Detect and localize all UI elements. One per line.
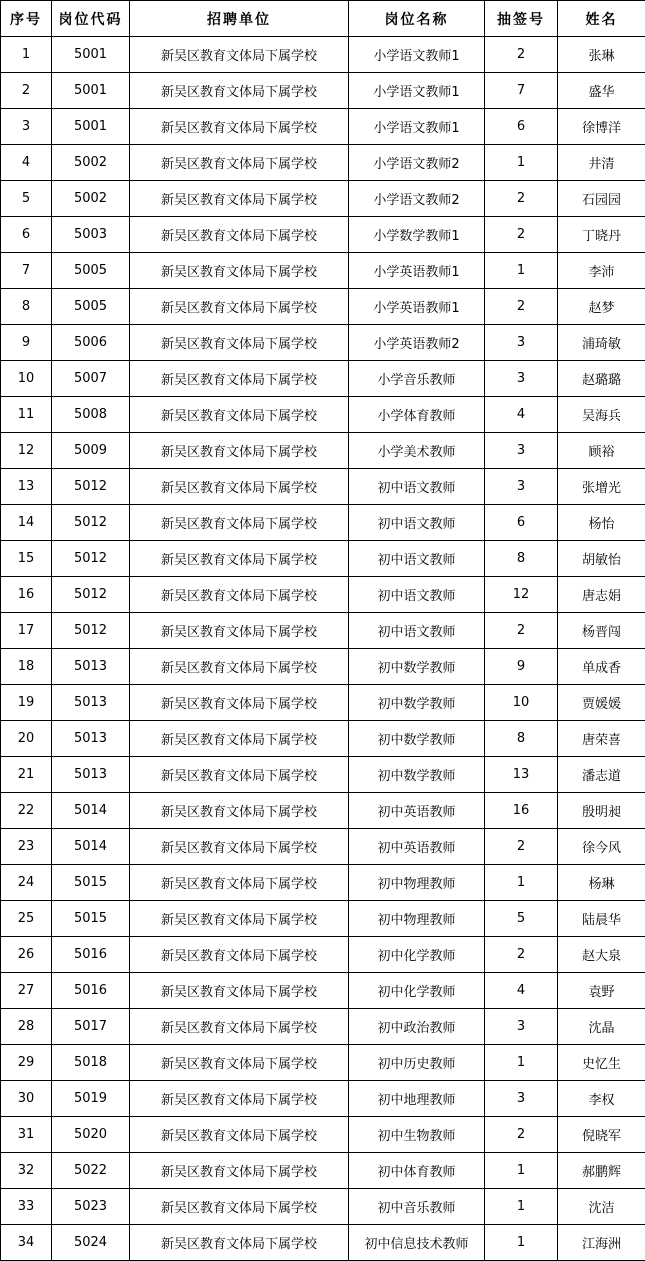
table-row: [1, 685, 645, 721]
cell-employer: 新吴区教育文体局下属学校: [130, 1117, 349, 1153]
table-row: [1, 181, 645, 217]
table-row: [1, 253, 645, 289]
cell-position-name: 初中化学教师: [349, 973, 485, 1009]
cell-serial-number: 10: [1, 361, 52, 397]
table-row: [1, 865, 645, 901]
cell-position-code: 5013: [52, 685, 130, 721]
header-serial-number: 序号: [1, 1, 52, 37]
cell-employer: 新吴区教育文体局下属学校: [130, 901, 349, 937]
cell-position-name: 初中语文教师: [349, 577, 485, 613]
cell-name: 张琳: [558, 37, 645, 73]
cell-name: 潘志道: [558, 757, 645, 793]
cell-name: 贾媛媛: [558, 685, 645, 721]
cell-lottery-number: 1: [485, 253, 558, 289]
table-row: [1, 1009, 645, 1045]
cell-name: 丁晓丹: [558, 217, 645, 253]
cell-position-name: 小学音乐教师: [349, 361, 485, 397]
cell-employer: 新吴区教育文体局下属学校: [130, 937, 349, 973]
cell-position-name: 小学美术教师: [349, 433, 485, 469]
cell-name: 倪晓军: [558, 1117, 645, 1153]
cell-position-code: 5007: [52, 361, 130, 397]
cell-serial-number: 25: [1, 901, 52, 937]
cell-position-code: 5020: [52, 1117, 130, 1153]
cell-employer: 新吴区教育文体局下属学校: [130, 577, 349, 613]
cell-lottery-number: 2: [485, 1117, 558, 1153]
cell-lottery-number: 3: [485, 325, 558, 361]
cell-serial-number: 7: [1, 253, 52, 289]
table-row: [1, 325, 645, 361]
cell-position-name: 初中语文教师: [349, 541, 485, 577]
cell-lottery-number: 1: [485, 145, 558, 181]
cell-employer: 新吴区教育文体局下属学校: [130, 217, 349, 253]
cell-position-name: 小学语文教师2: [349, 145, 485, 181]
header-employer: 招聘单位: [130, 1, 349, 37]
header-lottery-number: 抽签号: [485, 1, 558, 37]
cell-serial-number: 24: [1, 865, 52, 901]
cell-serial-number: 28: [1, 1009, 52, 1045]
table-row: [1, 37, 645, 73]
cell-name: 赵梦: [558, 289, 645, 325]
table-row: [1, 289, 645, 325]
cell-position-name: 初中数学教师: [349, 649, 485, 685]
cell-name: 盛华: [558, 73, 645, 109]
cell-position-code: 5001: [52, 109, 130, 145]
cell-name: 殷明昶: [558, 793, 645, 829]
cell-lottery-number: 2: [485, 613, 558, 649]
cell-position-code: 5016: [52, 937, 130, 973]
cell-position-name: 初中语文教师: [349, 613, 485, 649]
cell-employer: 新吴区教育文体局下属学校: [130, 649, 349, 685]
cell-position-name: 小学数学教师1: [349, 217, 485, 253]
cell-serial-number: 29: [1, 1045, 52, 1081]
header-name: 姓名: [558, 1, 645, 37]
cell-lottery-number: 4: [485, 397, 558, 433]
cell-lottery-number: 4: [485, 973, 558, 1009]
cell-position-name: 小学英语教师2: [349, 325, 485, 361]
cell-name: 徐今风: [558, 829, 645, 865]
cell-name: 沈洁: [558, 1189, 645, 1225]
cell-lottery-number: 6: [485, 505, 558, 541]
cell-position-code: 5024: [52, 1225, 130, 1261]
table-row: [1, 901, 645, 937]
cell-serial-number: 9: [1, 325, 52, 361]
cell-position-code: 5022: [52, 1153, 130, 1189]
cell-position-name: 初中音乐教师: [349, 1189, 485, 1225]
cell-serial-number: 6: [1, 217, 52, 253]
table-row: [1, 721, 645, 757]
cell-position-code: 5015: [52, 901, 130, 937]
cell-serial-number: 33: [1, 1189, 52, 1225]
cell-name: 顾裕: [558, 433, 645, 469]
cell-name: 李沛: [558, 253, 645, 289]
table-header: [1, 1, 645, 37]
cell-serial-number: 13: [1, 469, 52, 505]
cell-employer: 新吴区教育文体局下属学校: [130, 865, 349, 901]
table-row: [1, 469, 645, 505]
cell-position-code: 5012: [52, 505, 130, 541]
cell-lottery-number: 9: [485, 649, 558, 685]
cell-employer: 新吴区教育文体局下属学校: [130, 829, 349, 865]
table-row: [1, 973, 645, 1009]
cell-name: 李权: [558, 1081, 645, 1117]
cell-serial-number: 30: [1, 1081, 52, 1117]
cell-position-name: 小学语文教师2: [349, 181, 485, 217]
cell-employer: 新吴区教育文体局下属学校: [130, 793, 349, 829]
cell-lottery-number: 1: [485, 1189, 558, 1225]
cell-employer: 新吴区教育文体局下属学校: [130, 757, 349, 793]
cell-employer: 新吴区教育文体局下属学校: [130, 1153, 349, 1189]
cell-position-code: 5018: [52, 1045, 130, 1081]
header-position-name: 岗位名称: [349, 1, 485, 37]
table-body: [1, 37, 645, 1261]
cell-lottery-number: 2: [485, 37, 558, 73]
cell-employer: 新吴区教育文体局下属学校: [130, 1225, 349, 1261]
cell-name: 江海洲: [558, 1225, 645, 1261]
cell-position-name: 初中语文教师: [349, 505, 485, 541]
table-row: [1, 793, 645, 829]
cell-position-code: 5003: [52, 217, 130, 253]
cell-lottery-number: 3: [485, 1081, 558, 1117]
header-row: [1, 1, 645, 37]
cell-position-code: 5019: [52, 1081, 130, 1117]
cell-position-code: 5009: [52, 433, 130, 469]
cell-position-name: 初中政治教师: [349, 1009, 485, 1045]
cell-position-code: 5017: [52, 1009, 130, 1045]
cell-serial-number: 19: [1, 685, 52, 721]
cell-position-name: 小学体育教师: [349, 397, 485, 433]
cell-position-name: 初中物理教师: [349, 865, 485, 901]
cell-lottery-number: 2: [485, 829, 558, 865]
cell-lottery-number: 2: [485, 181, 558, 217]
cell-position-name: 初中数学教师: [349, 721, 485, 757]
cell-employer: 新吴区教育文体局下属学校: [130, 1045, 349, 1081]
table-row: [1, 577, 645, 613]
cell-name: 唐志娟: [558, 577, 645, 613]
cell-name: 张增光: [558, 469, 645, 505]
table-row: [1, 433, 645, 469]
cell-employer: 新吴区教育文体局下属学校: [130, 361, 349, 397]
cell-name: 吴海兵: [558, 397, 645, 433]
cell-serial-number: 4: [1, 145, 52, 181]
cell-position-code: 5014: [52, 829, 130, 865]
cell-lottery-number: 8: [485, 721, 558, 757]
cell-name: 赵大泉: [558, 937, 645, 973]
cell-position-name: 初中化学教师: [349, 937, 485, 973]
table-row: [1, 73, 645, 109]
cell-position-code: 5008: [52, 397, 130, 433]
cell-serial-number: 1: [1, 37, 52, 73]
table-row: [1, 1045, 645, 1081]
cell-lottery-number: 1: [485, 1045, 558, 1081]
table-row: [1, 757, 645, 793]
cell-lottery-number: 2: [485, 289, 558, 325]
table-row: [1, 505, 645, 541]
cell-employer: 新吴区教育文体局下属学校: [130, 1189, 349, 1225]
cell-name: 石园园: [558, 181, 645, 217]
cell-serial-number: 18: [1, 649, 52, 685]
cell-position-code: 5001: [52, 37, 130, 73]
cell-lottery-number: 3: [485, 1009, 558, 1045]
cell-serial-number: 5: [1, 181, 52, 217]
cell-position-name: 小学语文教师1: [349, 73, 485, 109]
cell-lottery-number: 1: [485, 865, 558, 901]
cell-position-name: 小学语文教师1: [349, 37, 485, 73]
cell-serial-number: 15: [1, 541, 52, 577]
cell-name: 单成香: [558, 649, 645, 685]
cell-employer: 新吴区教育文体局下属学校: [130, 505, 349, 541]
cell-name: 郝鹏辉: [558, 1153, 645, 1189]
cell-serial-number: 23: [1, 829, 52, 865]
cell-position-name: 初中地理教师: [349, 1081, 485, 1117]
table-row: [1, 109, 645, 145]
cell-employer: 新吴区教育文体局下属学校: [130, 469, 349, 505]
cell-lottery-number: 6: [485, 109, 558, 145]
cell-employer: 新吴区教育文体局下属学校: [130, 973, 349, 1009]
table-row: [1, 217, 645, 253]
cell-employer: 新吴区教育文体局下属学校: [130, 145, 349, 181]
cell-name: 杨晋闯: [558, 613, 645, 649]
cell-lottery-number: 2: [485, 217, 558, 253]
cell-position-code: 5012: [52, 613, 130, 649]
table-row: [1, 1225, 645, 1261]
cell-employer: 新吴区教育文体局下属学校: [130, 37, 349, 73]
cell-position-name: 小学英语教师1: [349, 289, 485, 325]
table-row: [1, 1153, 645, 1189]
cell-serial-number: 17: [1, 613, 52, 649]
cell-position-code: 5005: [52, 253, 130, 289]
cell-name: 袁野: [558, 973, 645, 1009]
cell-name: 唐荣喜: [558, 721, 645, 757]
cell-name: 徐博洋: [558, 109, 645, 145]
cell-employer: 新吴区教育文体局下属学校: [130, 721, 349, 757]
cell-lottery-number: 1: [485, 1153, 558, 1189]
cell-serial-number: 3: [1, 109, 52, 145]
cell-employer: 新吴区教育文体局下属学校: [130, 253, 349, 289]
cell-serial-number: 12: [1, 433, 52, 469]
cell-serial-number: 34: [1, 1225, 52, 1261]
cell-employer: 新吴区教育文体局下属学校: [130, 325, 349, 361]
cell-serial-number: 16: [1, 577, 52, 613]
cell-position-name: 初中英语教师: [349, 829, 485, 865]
cell-position-name: 初中数学教师: [349, 685, 485, 721]
cell-position-name: 初中体育教师: [349, 1153, 485, 1189]
cell-employer: 新吴区教育文体局下属学校: [130, 1009, 349, 1045]
cell-lottery-number: 1: [485, 1225, 558, 1261]
cell-serial-number: 21: [1, 757, 52, 793]
cell-employer: 新吴区教育文体局下属学校: [130, 613, 349, 649]
cell-name: 杨琳: [558, 865, 645, 901]
cell-name: 浦琦敏: [558, 325, 645, 361]
table-row: [1, 829, 645, 865]
table-row: [1, 613, 645, 649]
cell-lottery-number: 3: [485, 361, 558, 397]
cell-serial-number: 20: [1, 721, 52, 757]
cell-serial-number: 22: [1, 793, 52, 829]
cell-position-name: 初中生物教师: [349, 1117, 485, 1153]
cell-position-code: 5012: [52, 541, 130, 577]
cell-position-code: 5005: [52, 289, 130, 325]
cell-position-name: 初中数学教师: [349, 757, 485, 793]
cell-position-name: 初中物理教师: [349, 901, 485, 937]
cell-position-name: 初中语文教师: [349, 469, 485, 505]
cell-position-code: 5023: [52, 1189, 130, 1225]
header-position-code: 岗位代码: [52, 1, 130, 37]
cell-employer: 新吴区教育文体局下属学校: [130, 289, 349, 325]
cell-position-name: 初中英语教师: [349, 793, 485, 829]
cell-serial-number: 32: [1, 1153, 52, 1189]
cell-employer: 新吴区教育文体局下属学校: [130, 73, 349, 109]
table-row: [1, 361, 645, 397]
cell-name: 井清: [558, 145, 645, 181]
cell-lottery-number: 7: [485, 73, 558, 109]
table-row: [1, 145, 645, 181]
cell-name: 胡敏怡: [558, 541, 645, 577]
table-row: [1, 649, 645, 685]
cell-position-name: 初中信息技术教师: [349, 1225, 485, 1261]
cell-serial-number: 26: [1, 937, 52, 973]
cell-name: 杨怡: [558, 505, 645, 541]
cell-name: 赵璐璐: [558, 361, 645, 397]
cell-serial-number: 14: [1, 505, 52, 541]
cell-employer: 新吴区教育文体局下属学校: [130, 109, 349, 145]
cell-position-code: 5006: [52, 325, 130, 361]
cell-position-code: 5012: [52, 577, 130, 613]
cell-position-code: 5002: [52, 181, 130, 217]
table-row: [1, 1081, 645, 1117]
cell-lottery-number: 8: [485, 541, 558, 577]
table-row: [1, 1189, 645, 1225]
table-row: [1, 1117, 645, 1153]
cell-employer: 新吴区教育文体局下属学校: [130, 1081, 349, 1117]
cell-name: 陆晨华: [558, 901, 645, 937]
cell-position-code: 5015: [52, 865, 130, 901]
table-row: [1, 397, 645, 433]
cell-employer: 新吴区教育文体局下属学校: [130, 433, 349, 469]
cell-lottery-number: 13: [485, 757, 558, 793]
cell-lottery-number: 3: [485, 469, 558, 505]
cell-position-code: 5012: [52, 469, 130, 505]
cell-position-code: 5013: [52, 649, 130, 685]
cell-employer: 新吴区教育文体局下属学校: [130, 685, 349, 721]
cell-serial-number: 31: [1, 1117, 52, 1153]
cell-position-code: 5001: [52, 73, 130, 109]
cell-position-code: 5014: [52, 793, 130, 829]
cell-position-code: 5013: [52, 721, 130, 757]
cell-position-name: 小学语文教师1: [349, 109, 485, 145]
cell-lottery-number: 2: [485, 937, 558, 973]
table-row: [1, 541, 645, 577]
cell-position-code: 5016: [52, 973, 130, 1009]
cell-employer: 新吴区教育文体局下属学校: [130, 397, 349, 433]
cell-employer: 新吴区教育文体局下属学校: [130, 181, 349, 217]
cell-name: 沈晶: [558, 1009, 645, 1045]
cell-employer: 新吴区教育文体局下属学校: [130, 541, 349, 577]
cell-serial-number: 8: [1, 289, 52, 325]
cell-serial-number: 27: [1, 973, 52, 1009]
cell-lottery-number: 12: [485, 577, 558, 613]
cell-serial-number: 2: [1, 73, 52, 109]
cell-lottery-number: 3: [485, 433, 558, 469]
cell-serial-number: 11: [1, 397, 52, 433]
cell-lottery-number: 16: [485, 793, 558, 829]
cell-position-code: 5002: [52, 145, 130, 181]
cell-lottery-number: 5: [485, 901, 558, 937]
table-row: [1, 937, 645, 973]
cell-lottery-number: 10: [485, 685, 558, 721]
cell-position-name: 小学英语教师1: [349, 253, 485, 289]
cell-position-name: 初中历史教师: [349, 1045, 485, 1081]
cell-name: 史忆生: [558, 1045, 645, 1081]
cell-position-code: 5013: [52, 757, 130, 793]
